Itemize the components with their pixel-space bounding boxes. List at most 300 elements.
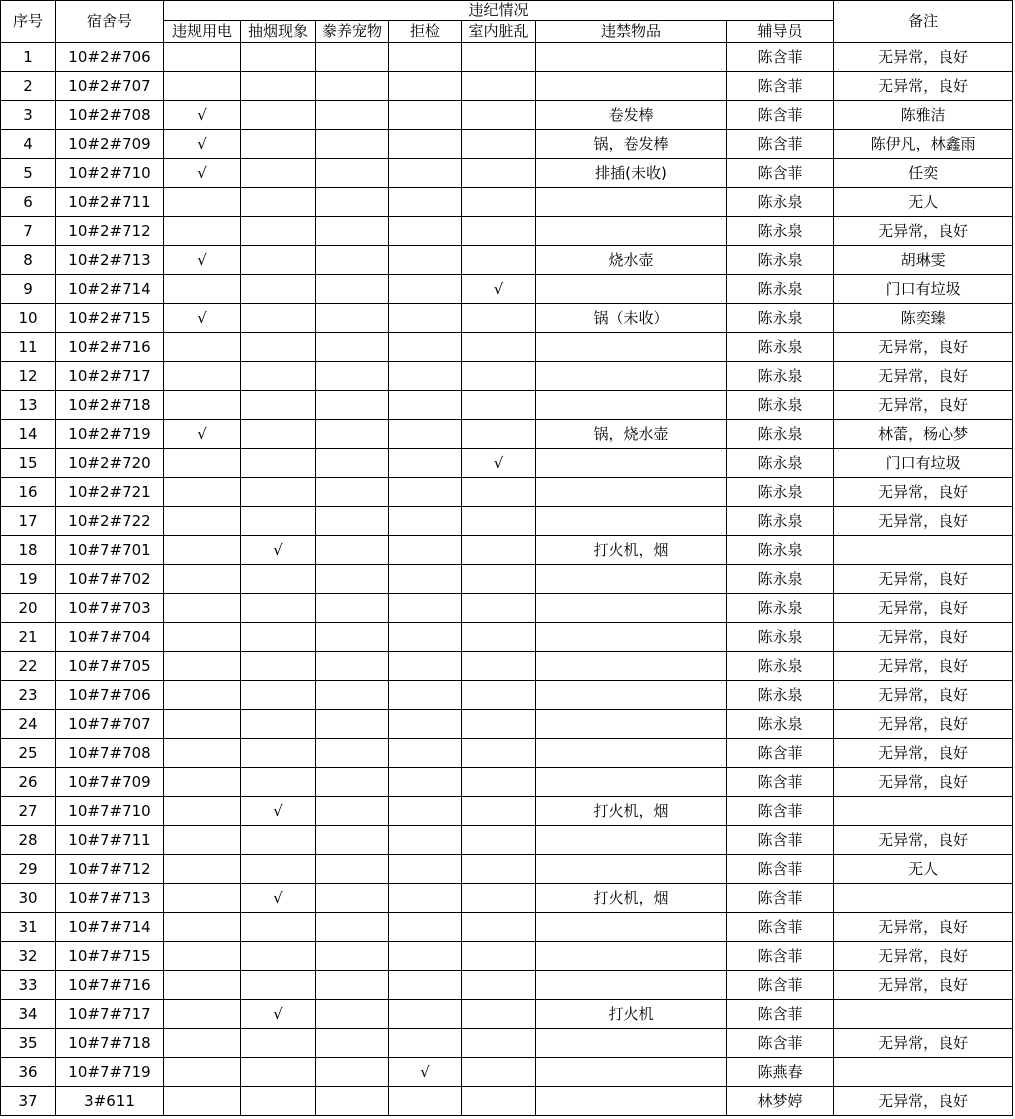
cell-illegal-power — [164, 362, 241, 391]
cell-smoking — [241, 101, 316, 130]
cell-pets — [316, 536, 389, 565]
cell-refuse-inspection — [389, 768, 462, 797]
cell-refuse-inspection — [389, 1087, 462, 1116]
cell-room: 10#7#713 — [56, 884, 164, 913]
cell-smoking — [241, 826, 316, 855]
cell-illegal-power: √ — [164, 420, 241, 449]
table-row — [1, 884, 1013, 913]
cell-smoking — [241, 652, 316, 681]
cell-prohibited-items: 卷发棒 — [536, 101, 727, 130]
cell-smoking: √ — [241, 1000, 316, 1029]
header-refuse-inspection: 拒检 — [389, 21, 462, 43]
cell-illegal-power — [164, 449, 241, 478]
cell-pets — [316, 188, 389, 217]
cell-messy-room — [462, 652, 536, 681]
cell-pets — [316, 681, 389, 710]
cell-prohibited-items: 打火机 — [536, 1000, 727, 1029]
cell-messy-room — [462, 1000, 536, 1029]
cell-messy-room — [462, 101, 536, 130]
cell-illegal-power — [164, 1029, 241, 1058]
table-row — [1, 739, 1013, 768]
table-row — [1, 333, 1013, 362]
cell-prohibited-items — [536, 275, 727, 304]
cell-counselor: 陈含菲 — [727, 72, 834, 101]
cell-refuse-inspection — [389, 188, 462, 217]
cell-refuse-inspection — [389, 536, 462, 565]
cell-pets — [316, 1058, 389, 1087]
cell-remark: 无异常，良好 — [834, 1087, 1013, 1116]
cell-messy-room — [462, 681, 536, 710]
cell-illegal-power: √ — [164, 159, 241, 188]
cell-remark: 陈雅洁 — [834, 101, 1013, 130]
table-row — [1, 130, 1013, 159]
cell-refuse-inspection — [389, 942, 462, 971]
cell-prohibited-items — [536, 507, 727, 536]
cell-pets — [316, 768, 389, 797]
cell-refuse-inspection — [389, 855, 462, 884]
cell-remark: 陈奕臻 — [834, 304, 1013, 333]
cell-messy-room — [462, 971, 536, 1000]
cell-illegal-power: √ — [164, 101, 241, 130]
cell-smoking — [241, 710, 316, 739]
cell-counselor: 陈含菲 — [727, 855, 834, 884]
cell-refuse-inspection — [389, 362, 462, 391]
cell-remark — [834, 797, 1013, 826]
cell-refuse-inspection — [389, 246, 462, 275]
cell-seq: 1 — [1, 43, 56, 72]
cell-illegal-power — [164, 681, 241, 710]
cell-illegal-power — [164, 391, 241, 420]
cell-remark: 无异常，良好 — [834, 710, 1013, 739]
cell-counselor: 陈燕春 — [727, 1058, 834, 1087]
cell-room: 10#7#717 — [56, 1000, 164, 1029]
cell-counselor: 陈含菲 — [727, 826, 834, 855]
cell-refuse-inspection — [389, 710, 462, 739]
cell-seq: 19 — [1, 565, 56, 594]
cell-seq: 4 — [1, 130, 56, 159]
cell-seq: 6 — [1, 188, 56, 217]
cell-remark: 无异常，良好 — [834, 594, 1013, 623]
cell-smoking — [241, 739, 316, 768]
table-row — [1, 43, 1013, 72]
cell-remark: 无异常，良好 — [834, 507, 1013, 536]
cell-pets — [316, 826, 389, 855]
cell-counselor: 陈永泉 — [727, 536, 834, 565]
cell-prohibited-items — [536, 188, 727, 217]
cell-prohibited-items — [536, 217, 727, 246]
cell-room: 10#2#708 — [56, 101, 164, 130]
cell-seq: 12 — [1, 362, 56, 391]
cell-messy-room — [462, 362, 536, 391]
cell-messy-room — [462, 420, 536, 449]
cell-remark: 无异常，良好 — [834, 942, 1013, 971]
cell-room: 10#2#722 — [56, 507, 164, 536]
table-row — [1, 768, 1013, 797]
cell-seq: 16 — [1, 478, 56, 507]
table-row — [1, 1000, 1013, 1029]
cell-prohibited-items — [536, 1087, 727, 1116]
cell-illegal-power — [164, 217, 241, 246]
cell-seq: 37 — [1, 1087, 56, 1116]
cell-pets — [316, 391, 389, 420]
cell-counselor: 陈永泉 — [727, 594, 834, 623]
cell-prohibited-items — [536, 362, 727, 391]
cell-pets — [316, 1029, 389, 1058]
cell-prohibited-items — [536, 478, 727, 507]
cell-remark: 无异常，良好 — [834, 217, 1013, 246]
cell-pets — [316, 246, 389, 275]
cell-prohibited-items — [536, 710, 727, 739]
table-row — [1, 623, 1013, 652]
cell-messy-room: √ — [462, 275, 536, 304]
cell-refuse-inspection — [389, 130, 462, 159]
cell-smoking — [241, 362, 316, 391]
cell-pets — [316, 43, 389, 72]
cell-counselor: 陈永泉 — [727, 565, 834, 594]
cell-prohibited-items — [536, 333, 727, 362]
cell-seq: 34 — [1, 1000, 56, 1029]
cell-room: 10#2#715 — [56, 304, 164, 333]
cell-refuse-inspection — [389, 275, 462, 304]
cell-room: 10#7#714 — [56, 913, 164, 942]
table-row — [1, 217, 1013, 246]
cell-prohibited-items: 排插(未收) — [536, 159, 727, 188]
cell-smoking: √ — [241, 797, 316, 826]
cell-seq: 25 — [1, 739, 56, 768]
cell-illegal-power — [164, 536, 241, 565]
header-messy-room: 室内脏乱 — [462, 21, 536, 43]
cell-smoking — [241, 130, 316, 159]
cell-remark: 无异常，良好 — [834, 971, 1013, 1000]
cell-refuse-inspection — [389, 913, 462, 942]
cell-refuse-inspection: √ — [389, 1058, 462, 1087]
cell-illegal-power — [164, 710, 241, 739]
cell-refuse-inspection — [389, 826, 462, 855]
cell-messy-room — [462, 913, 536, 942]
cell-prohibited-items: 锅，卷发棒 — [536, 130, 727, 159]
cell-counselor: 陈含菲 — [727, 797, 834, 826]
table-row — [1, 536, 1013, 565]
cell-smoking — [241, 623, 316, 652]
cell-refuse-inspection — [389, 1000, 462, 1029]
cell-prohibited-items — [536, 971, 727, 1000]
cell-pets — [316, 594, 389, 623]
table-row — [1, 246, 1013, 275]
cell-prohibited-items: 烧水壶 — [536, 246, 727, 275]
cell-smoking — [241, 768, 316, 797]
cell-prohibited-items: 锅，烧水壶 — [536, 420, 727, 449]
cell-illegal-power — [164, 884, 241, 913]
cell-counselor: 陈永泉 — [727, 681, 834, 710]
cell-refuse-inspection — [389, 739, 462, 768]
cell-prohibited-items — [536, 565, 727, 594]
cell-messy-room — [462, 72, 536, 101]
cell-seq: 11 — [1, 333, 56, 362]
cell-messy-room — [462, 333, 536, 362]
cell-messy-room — [462, 710, 536, 739]
table-row — [1, 971, 1013, 1000]
cell-remark: 无异常，良好 — [834, 681, 1013, 710]
cell-room: 10#2#709 — [56, 130, 164, 159]
header-remarks: 备注 — [834, 1, 1013, 43]
table-row — [1, 391, 1013, 420]
cell-counselor: 陈永泉 — [727, 652, 834, 681]
cell-room: 10#2#714 — [56, 275, 164, 304]
table-row — [1, 855, 1013, 884]
cell-room: 10#7#705 — [56, 652, 164, 681]
cell-room: 10#2#713 — [56, 246, 164, 275]
cell-remark: 无异常，良好 — [834, 362, 1013, 391]
cell-refuse-inspection — [389, 652, 462, 681]
table-row — [1, 594, 1013, 623]
cell-seq: 10 — [1, 304, 56, 333]
header-counselor: 辅导员 — [727, 21, 834, 43]
cell-refuse-inspection — [389, 333, 462, 362]
cell-pets — [316, 72, 389, 101]
cell-counselor: 陈含菲 — [727, 768, 834, 797]
cell-illegal-power — [164, 855, 241, 884]
cell-room: 10#7#701 — [56, 536, 164, 565]
cell-refuse-inspection — [389, 594, 462, 623]
cell-pets — [316, 942, 389, 971]
cell-room: 10#2#712 — [56, 217, 164, 246]
cell-counselor: 陈永泉 — [727, 333, 834, 362]
cell-smoking: √ — [241, 884, 316, 913]
cell-room: 10#7#704 — [56, 623, 164, 652]
cell-messy-room — [462, 188, 536, 217]
header-illegal-power: 违规用电 — [164, 21, 241, 43]
cell-seq: 23 — [1, 681, 56, 710]
cell-counselor: 陈永泉 — [727, 362, 834, 391]
cell-remark: 无异常，良好 — [834, 623, 1013, 652]
cell-room: 10#2#719 — [56, 420, 164, 449]
cell-room: 10#2#707 — [56, 72, 164, 101]
table-row — [1, 420, 1013, 449]
cell-counselor: 陈永泉 — [727, 217, 834, 246]
cell-remark: 无异常，良好 — [834, 72, 1013, 101]
cell-prohibited-items — [536, 681, 727, 710]
cell-illegal-power — [164, 826, 241, 855]
cell-room: 10#7#711 — [56, 826, 164, 855]
cell-pets — [316, 101, 389, 130]
cell-room: 10#7#718 — [56, 1029, 164, 1058]
cell-smoking — [241, 304, 316, 333]
cell-prohibited-items — [536, 652, 727, 681]
cell-room: 10#7#702 — [56, 565, 164, 594]
cell-illegal-power: √ — [164, 246, 241, 275]
cell-counselor: 陈含菲 — [727, 130, 834, 159]
cell-prohibited-items — [536, 1058, 727, 1087]
cell-illegal-power — [164, 565, 241, 594]
cell-pets — [316, 159, 389, 188]
cell-prohibited-items — [536, 913, 727, 942]
cell-refuse-inspection — [389, 304, 462, 333]
table-row — [1, 72, 1013, 101]
cell-smoking: √ — [241, 536, 316, 565]
cell-seq: 3 — [1, 101, 56, 130]
header-smoking: 抽烟现象 — [241, 21, 316, 43]
cell-counselor: 陈含菲 — [727, 971, 834, 1000]
cell-pets — [316, 1000, 389, 1029]
cell-messy-room: √ — [462, 449, 536, 478]
cell-seq: 5 — [1, 159, 56, 188]
cell-illegal-power — [164, 623, 241, 652]
cell-room: 10#7#706 — [56, 681, 164, 710]
cell-pets — [316, 913, 389, 942]
table-row — [1, 449, 1013, 478]
cell-smoking — [241, 594, 316, 623]
cell-prohibited-items — [536, 942, 727, 971]
cell-seq: 33 — [1, 971, 56, 1000]
cell-room: 3#611 — [56, 1087, 164, 1116]
cell-counselor: 陈永泉 — [727, 449, 834, 478]
cell-illegal-power — [164, 768, 241, 797]
cell-illegal-power — [164, 971, 241, 1000]
cell-remark: 门口有垃圾 — [834, 275, 1013, 304]
cell-counselor: 陈含菲 — [727, 942, 834, 971]
cell-pets — [316, 449, 389, 478]
cell-refuse-inspection — [389, 72, 462, 101]
cell-pets — [316, 855, 389, 884]
cell-remark — [834, 884, 1013, 913]
cell-smoking — [241, 942, 316, 971]
cell-prohibited-items — [536, 826, 727, 855]
cell-pets — [316, 797, 389, 826]
cell-smoking — [241, 681, 316, 710]
cell-seq: 35 — [1, 1029, 56, 1058]
cell-counselor: 陈含菲 — [727, 43, 834, 72]
table-row — [1, 942, 1013, 971]
cell-messy-room — [462, 623, 536, 652]
cell-messy-room — [462, 855, 536, 884]
cell-illegal-power — [164, 72, 241, 101]
cell-room: 10#2#721 — [56, 478, 164, 507]
cell-pets — [316, 565, 389, 594]
header-room: 宿舍号 — [56, 1, 164, 43]
cell-smoking — [241, 420, 316, 449]
cell-refuse-inspection — [389, 478, 462, 507]
cell-illegal-power — [164, 652, 241, 681]
cell-seq: 24 — [1, 710, 56, 739]
cell-pets — [316, 710, 389, 739]
cell-prohibited-items — [536, 391, 727, 420]
cell-counselor: 陈永泉 — [727, 623, 834, 652]
cell-remark — [834, 1000, 1013, 1029]
cell-smoking — [241, 72, 316, 101]
cell-messy-room — [462, 826, 536, 855]
cell-counselor: 林梦婷 — [727, 1087, 834, 1116]
cell-smoking — [241, 1058, 316, 1087]
cell-messy-room — [462, 739, 536, 768]
cell-counselor: 陈永泉 — [727, 507, 834, 536]
cell-illegal-power — [164, 739, 241, 768]
cell-smoking — [241, 449, 316, 478]
cell-refuse-inspection — [389, 217, 462, 246]
header-row-top — [1, 1, 1013, 21]
cell-seq: 31 — [1, 913, 56, 942]
cell-illegal-power — [164, 913, 241, 942]
cell-counselor: 陈永泉 — [727, 710, 834, 739]
cell-smoking — [241, 507, 316, 536]
cell-prohibited-items — [536, 43, 727, 72]
cell-remark: 无异常，良好 — [834, 826, 1013, 855]
header-seq: 序号 — [1, 1, 56, 43]
cell-room: 10#7#715 — [56, 942, 164, 971]
cell-seq: 32 — [1, 942, 56, 971]
cell-pets — [316, 420, 389, 449]
cell-counselor: 陈含菲 — [727, 1000, 834, 1029]
cell-seq: 18 — [1, 536, 56, 565]
cell-counselor: 陈永泉 — [727, 420, 834, 449]
cell-smoking — [241, 333, 316, 362]
cell-refuse-inspection — [389, 391, 462, 420]
header-prohibited-items: 违禁物品 — [536, 21, 727, 43]
table-row — [1, 681, 1013, 710]
cell-counselor: 陈永泉 — [727, 188, 834, 217]
cell-refuse-inspection — [389, 159, 462, 188]
cell-smoking — [241, 565, 316, 594]
table-row — [1, 710, 1013, 739]
cell-messy-room — [462, 594, 536, 623]
cell-smoking — [241, 1087, 316, 1116]
cell-counselor: 陈含菲 — [727, 101, 834, 130]
table-row — [1, 275, 1013, 304]
table-row — [1, 1058, 1013, 1087]
cell-smoking — [241, 1029, 316, 1058]
cell-remark: 无异常，良好 — [834, 652, 1013, 681]
table-body — [1, 43, 1013, 1116]
cell-remark — [834, 536, 1013, 565]
cell-smoking — [241, 246, 316, 275]
cell-pets — [316, 362, 389, 391]
cell-room: 10#2#710 — [56, 159, 164, 188]
cell-smoking — [241, 159, 316, 188]
cell-messy-room — [462, 507, 536, 536]
cell-refuse-inspection — [389, 43, 462, 72]
cell-prohibited-items: 打火机，烟 — [536, 536, 727, 565]
table-row — [1, 913, 1013, 942]
cell-counselor: 陈含菲 — [727, 1029, 834, 1058]
cell-prohibited-items — [536, 739, 727, 768]
cell-smoking — [241, 275, 316, 304]
cell-illegal-power — [164, 333, 241, 362]
cell-illegal-power — [164, 1000, 241, 1029]
cell-room: 10#2#716 — [56, 333, 164, 362]
cell-prohibited-items — [536, 855, 727, 884]
table-row — [1, 478, 1013, 507]
cell-refuse-inspection — [389, 681, 462, 710]
cell-pets — [316, 652, 389, 681]
cell-remark: 无异常，良好 — [834, 333, 1013, 362]
cell-messy-room — [462, 130, 536, 159]
cell-prohibited-items — [536, 449, 727, 478]
cell-refuse-inspection — [389, 565, 462, 594]
cell-messy-room — [462, 1087, 536, 1116]
cell-messy-room — [462, 536, 536, 565]
cell-remark: 无人 — [834, 188, 1013, 217]
cell-illegal-power — [164, 797, 241, 826]
cell-prohibited-items: 打火机，烟 — [536, 797, 727, 826]
cell-smoking — [241, 217, 316, 246]
table-row — [1, 188, 1013, 217]
cell-refuse-inspection — [389, 420, 462, 449]
cell-remark: 林蕾，杨心梦 — [834, 420, 1013, 449]
cell-counselor: 陈含菲 — [727, 913, 834, 942]
cell-room: 10#7#708 — [56, 739, 164, 768]
cell-seq: 15 — [1, 449, 56, 478]
cell-pets — [316, 739, 389, 768]
cell-messy-room — [462, 768, 536, 797]
